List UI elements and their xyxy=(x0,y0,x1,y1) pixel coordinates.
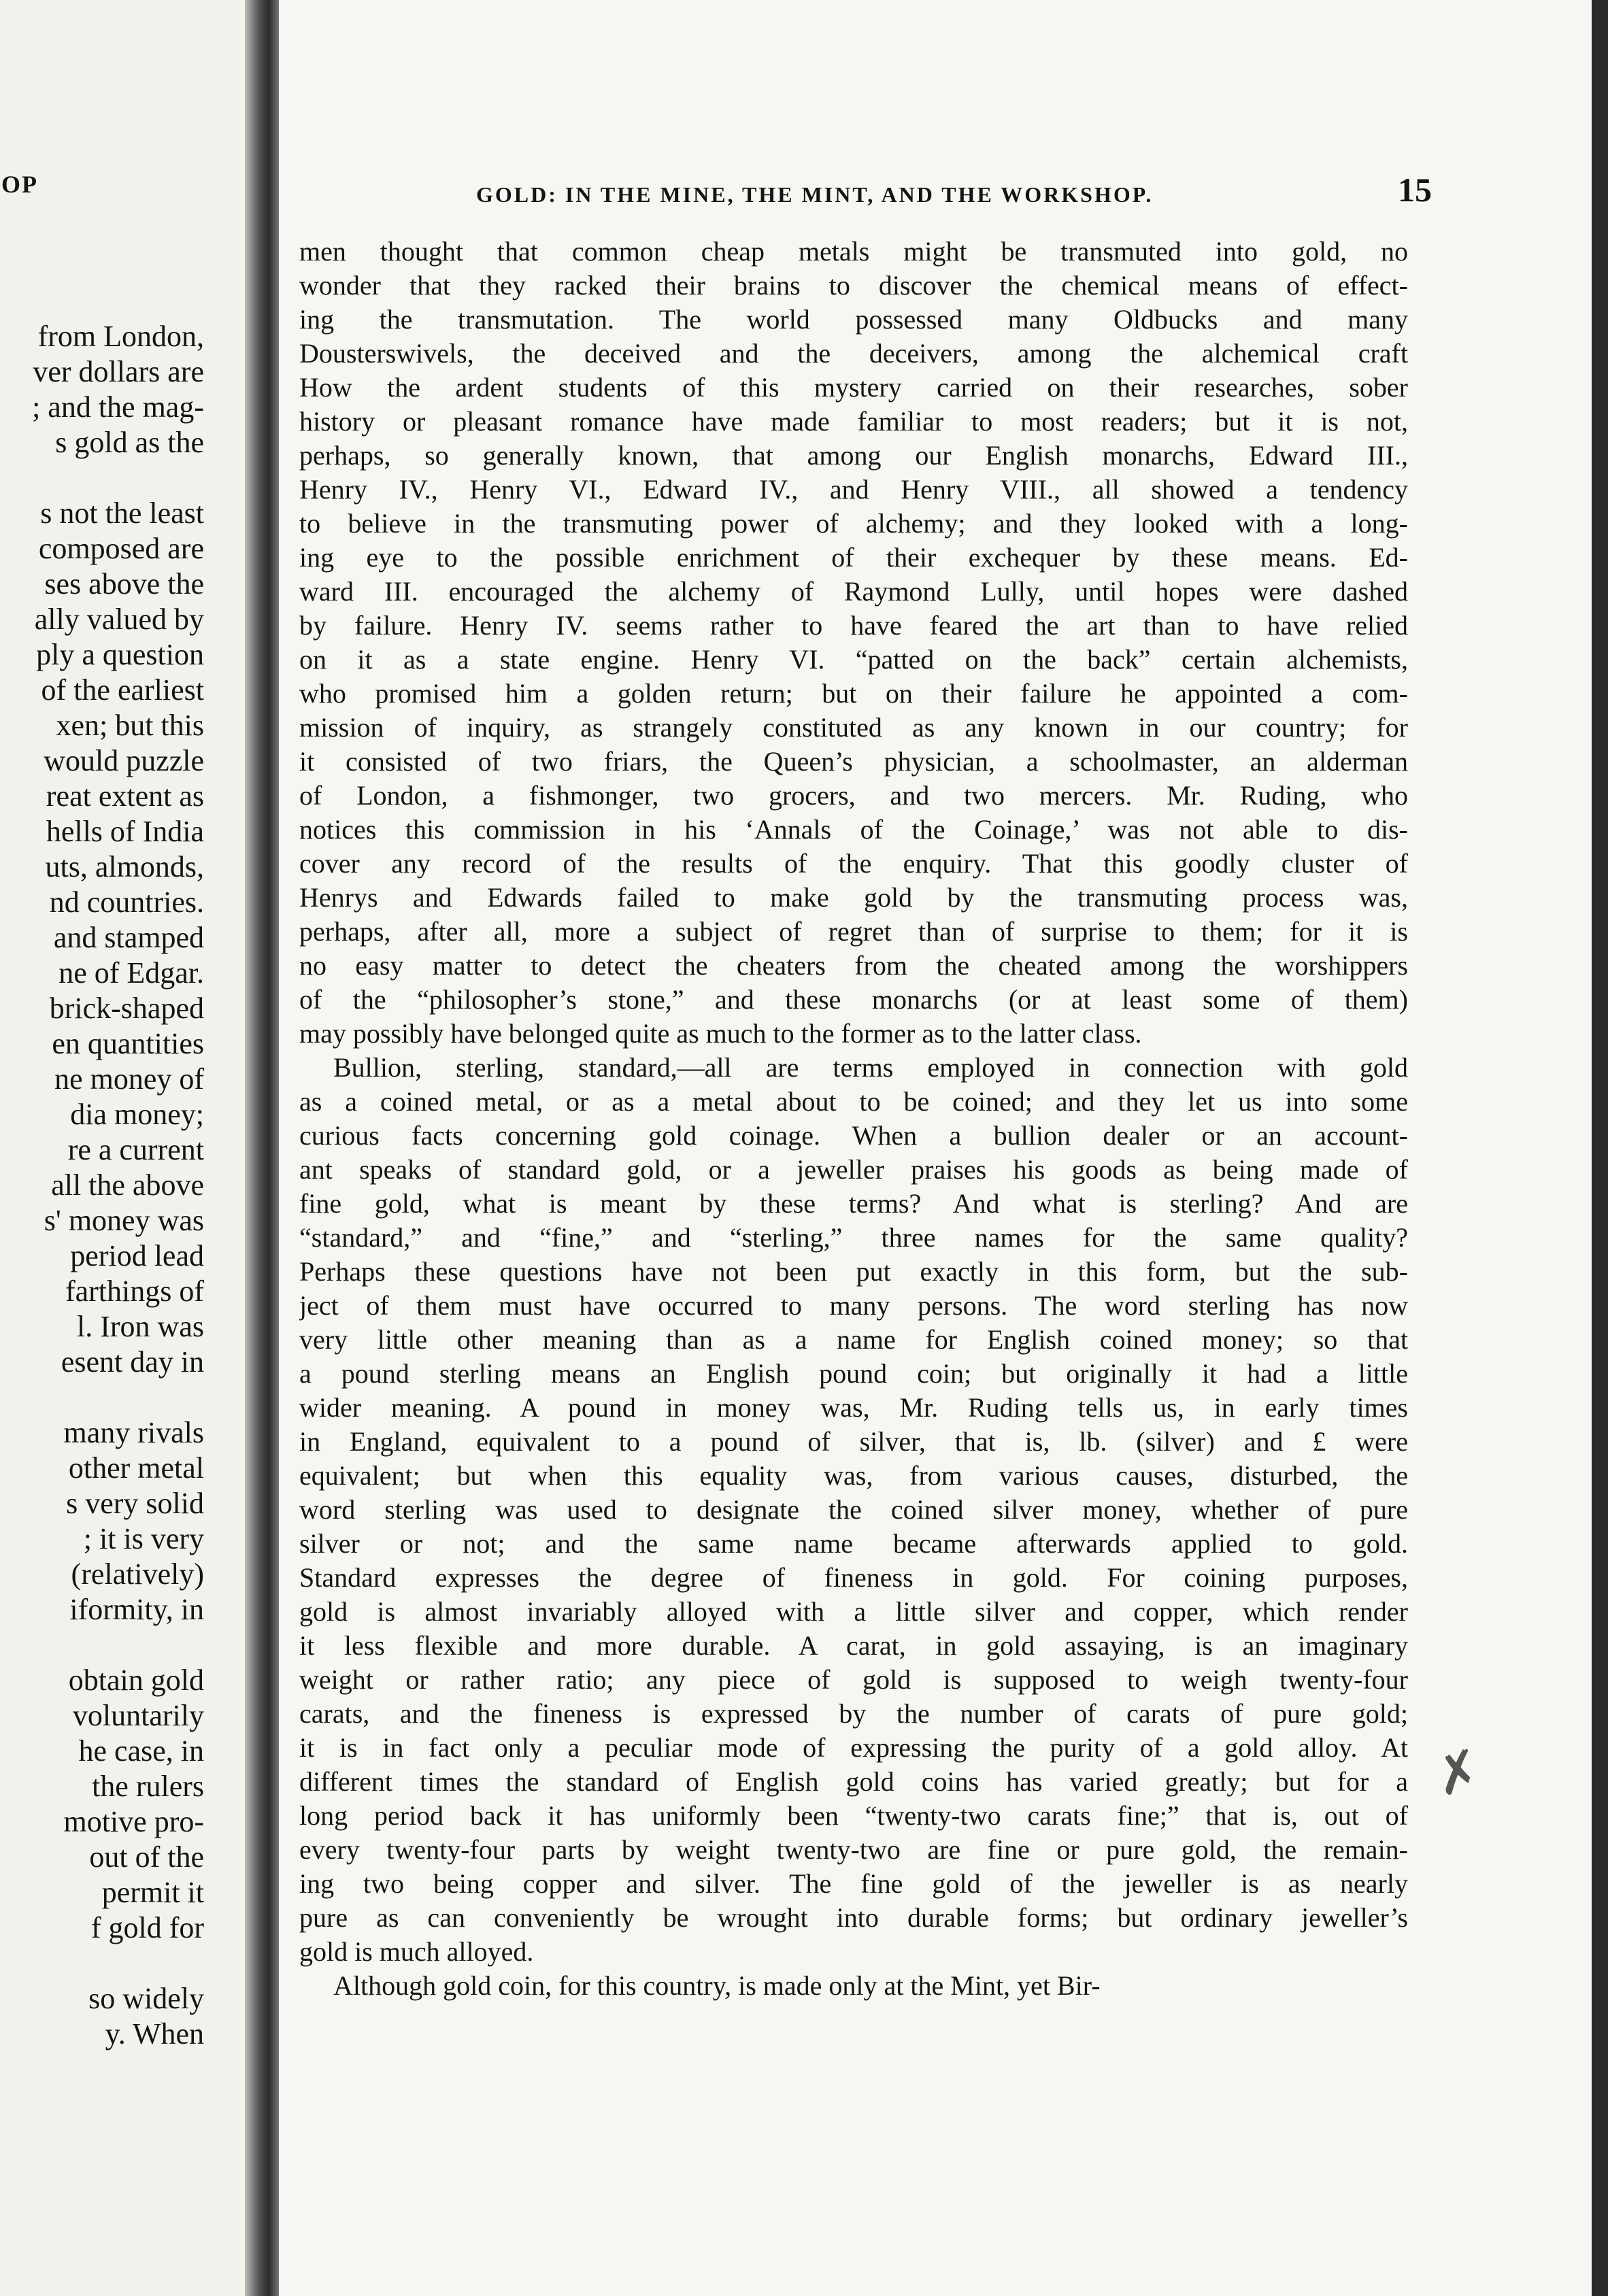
text-line: by failure. Henry IV. seems rather to have feared the art than to have relied xyxy=(299,610,1408,641)
text-line: different times the standard of English gold coins has varied greatly; but for a xyxy=(299,1766,1408,1797)
text-line: no easy matter to detect the cheaters from the cheated among the worshippers xyxy=(299,950,1408,981)
text-line: ing two being copper and silver. The fine gold of the jeweller is as nearly xyxy=(299,1868,1408,1899)
text-line: Although gold coin, for this country, is made only at the Mint, yet Bir- xyxy=(333,1970,1101,2001)
text-line: of London, a fishmonger, two grocers, and two mercers. Mr. Ruding, who xyxy=(299,780,1408,811)
text-line: perhaps, so generally known, that among our English monarchs, Edward III., xyxy=(299,440,1408,471)
text-line: curious facts concerning gold coinage. When a bullion dealer or an account- xyxy=(299,1120,1408,1151)
facing-page-line: many rivals xyxy=(63,1416,204,1449)
text-line: gold is almost invariably alloyed with a little silver and copper, which render xyxy=(299,1596,1408,1627)
book-gutter xyxy=(245,0,279,2296)
body-text xyxy=(299,235,1408,2003)
facing-page-line: would puzzle xyxy=(44,744,204,777)
text-line: word sterling was used to designate the coined silver money, whether of pure xyxy=(299,1494,1408,1525)
facing-page-line: obtain gold xyxy=(68,1664,204,1697)
text-line: ject of them must have occurred to many persons. The word sterling has now xyxy=(299,1290,1408,1321)
running-head: GOLD: IN THE MINE, THE MINT, AND THE WORKSHOP. xyxy=(476,182,1154,207)
facing-page-line: y. When xyxy=(105,2017,204,2050)
text-line: it less flexible and more durable. A carat, in gold assaying, is an imaginary xyxy=(299,1630,1408,1661)
text-line: Dousterswivels, the deceived and the deceivers, among the alchemical craft xyxy=(299,338,1408,369)
facing-page-line: ne of Edgar. xyxy=(58,956,204,990)
text-line: ant speaks of standard gold, or a jeweller praises his goods as being made of xyxy=(299,1154,1408,1185)
text-line: men thought that common cheap metals might be transmuted into gold, no xyxy=(299,236,1408,267)
text-line: ing the transmutation. The world possessed many Oldbucks and many xyxy=(299,304,1408,335)
facing-page-line: reat extent as xyxy=(46,779,204,813)
text-line: to believe in the transmuting power of alchemy; and they looked with a long- xyxy=(299,508,1408,539)
text-line: of the “philosopher’s stone,” and these monarchs (or at least some of them) xyxy=(299,984,1408,1015)
text-line: equivalent; but when this equality was, from various causes, disturbed, the xyxy=(299,1460,1408,1491)
facing-page-line: s' money was xyxy=(44,1204,204,1237)
facing-page-line: all the above xyxy=(51,1168,204,1202)
text-line: wider meaning. A pound in money was, Mr. Ruding tells us, in early times xyxy=(299,1392,1408,1423)
text-line: wonder that they racked their brains to discover the chemical means of effect- xyxy=(299,270,1408,301)
facing-page-line: s not the least xyxy=(40,496,204,530)
text-line: “standard,” and “fine,” and “sterling,” three names for the same quality? xyxy=(299,1222,1408,1253)
facing-page-line: so widely xyxy=(88,1982,204,2015)
facing-page-line: uts, almonds, xyxy=(45,850,204,883)
facing-page-line: dia money; xyxy=(70,1098,204,1131)
facing-page-line: ; and the mag- xyxy=(32,390,204,424)
text-line: gold is much alloyed. xyxy=(299,1936,534,1967)
facing-page-line: l. Iron was xyxy=(77,1310,204,1343)
facing-page-line: out of the xyxy=(89,1840,204,1874)
text-line: long period back it has uniformly been “twenty-two carats fine;” that is, out of xyxy=(299,1800,1408,1831)
facing-page-line: f gold for xyxy=(90,1911,204,1944)
facing-page-line: esent day in xyxy=(61,1345,204,1379)
page-edge-shadow xyxy=(1592,0,1608,2296)
text-line: as a coined metal, or as a metal about to be coined; and they let us into some xyxy=(299,1086,1408,1117)
text-line: Henrys and Edwards failed to make gold by the transmuting process was, xyxy=(299,882,1408,913)
text-line: Perhaps these questions have not been put exactly in this form, but the sub- xyxy=(299,1256,1408,1287)
text-line: silver or not; and the same name became afterwards applied to gold. xyxy=(299,1528,1408,1559)
text-line: carats, and the fineness is expressed by the number of carats of pure gold; xyxy=(299,1698,1408,1729)
facing-page-running-head: OP xyxy=(1,171,38,198)
facing-page-line: ne money of xyxy=(54,1062,204,1096)
facing-page-line: period lead xyxy=(70,1239,204,1272)
text-line: on it as a state engine. Henry VI. “patted on the back” certain alchemists, xyxy=(299,644,1408,675)
text-line: who promised him a golden return; but on their failure he appointed a com- xyxy=(299,678,1408,709)
facing-page-line: ally valued by xyxy=(34,603,204,636)
facing-page-line: iformity, in xyxy=(69,1593,204,1626)
text-line: notices this commission in his ‘Annals of the Coinage,’ was not able to dis- xyxy=(299,814,1408,845)
text-line: Bullion, sterling, standard,—all are terms employed in connection with gold xyxy=(333,1052,1408,1083)
text-line: it consisted of two friars, the Queen’s physician, a schoolmaster, an alderman xyxy=(299,746,1408,777)
text-line: How the ardent students of this mystery carried on their researches, sober xyxy=(299,372,1408,403)
text-line: it is in fact only a peculiar mode of expressing the purity of a gold alloy. At xyxy=(299,1732,1408,1763)
text-line: a pound sterling means an English pound coin; but originally it had a little xyxy=(299,1358,1408,1389)
facing-page-line: s gold as the xyxy=(55,426,204,459)
text-line: weight or rather ratio; any piece of gold is supposed to weigh twenty-four xyxy=(299,1664,1408,1695)
facing-page-line: en quantities xyxy=(52,1027,204,1060)
facing-page-line: from London, xyxy=(37,320,204,353)
facing-page-line: of the earliest xyxy=(41,673,204,707)
text-line: history or pleasant romance have made familiar to most readers; but it is not, xyxy=(299,406,1408,437)
text-line: fine gold, what is meant by these terms? And what is sterling? And are xyxy=(299,1188,1408,1219)
facing-page-line: (relatively) xyxy=(71,1557,204,1591)
pencil-margin-mark: ✗ xyxy=(1428,1736,1488,1810)
facing-page-line: xen; but this xyxy=(56,709,204,742)
facing-page-line: nd countries. xyxy=(49,885,204,919)
facing-page-line: brick-shaped xyxy=(49,992,204,1025)
text-line: ing eye to the possible enrichment of their exchequer by these means. Ed- xyxy=(299,542,1408,573)
text-line: in England, equivalent to a pound of silver, that is, lb. (silver) and £ were xyxy=(299,1426,1408,1457)
facing-page-line: he case, in xyxy=(78,1734,204,1768)
page xyxy=(279,0,1592,2296)
facing-page-edge xyxy=(0,0,245,2296)
text-line: very little other meaning than as a name for English coined money; so that xyxy=(299,1324,1408,1355)
facing-page-line: motive pro- xyxy=(63,1805,204,1838)
facing-page-line: ver dollars are xyxy=(33,355,204,388)
facing-page-line: ; it is very xyxy=(83,1522,204,1555)
facing-page-line: ply a question xyxy=(36,638,204,671)
facing-page-line: hells of India xyxy=(46,815,204,848)
facing-page-line: ses above the xyxy=(44,567,204,601)
facing-page-line: other metal xyxy=(68,1451,204,1485)
text-line: Henry IV., Henry VI., Edward IV., and Henry VIII., all showed a tendency xyxy=(299,474,1408,505)
text-line: ward III. encouraged the alchemy of Raymond Lully, until hopes were dashed xyxy=(299,576,1408,607)
text-line: cover any record of the results of the enquiry. That this goodly cluster of xyxy=(299,848,1408,879)
facing-page-line: s very solid xyxy=(66,1487,204,1520)
facing-page-line: farthings of xyxy=(65,1274,204,1308)
facing-page-line: and stamped xyxy=(53,921,204,954)
text-line: perhaps, after all, more a subject of regret than of surprise to them; for it is xyxy=(299,916,1408,947)
text-line: pure as can conveniently be wrought into durable forms; but ordinary jeweller’s xyxy=(299,1902,1408,1933)
page-number: 15 xyxy=(1398,171,1432,209)
facing-page-line: the rulers xyxy=(92,1770,204,1803)
facing-page-line: re a current xyxy=(67,1133,204,1166)
facing-page-line: voluntarily xyxy=(72,1699,204,1732)
facing-page-line: composed are xyxy=(38,532,204,565)
text-line: every twenty-four parts by weight twenty-two are fine or pure gold, the remain- xyxy=(299,1834,1408,1865)
facing-page-line: permit it xyxy=(101,1876,204,1909)
text-line: mission of inquiry, as strangely constituted as any known in our country; for xyxy=(299,712,1408,743)
text-line: may possibly have belonged quite as much to the former as to the latter class. xyxy=(299,1018,1142,1049)
text-line: Standard expresses the degree of fineness in gold. For coining purposes, xyxy=(299,1562,1408,1593)
